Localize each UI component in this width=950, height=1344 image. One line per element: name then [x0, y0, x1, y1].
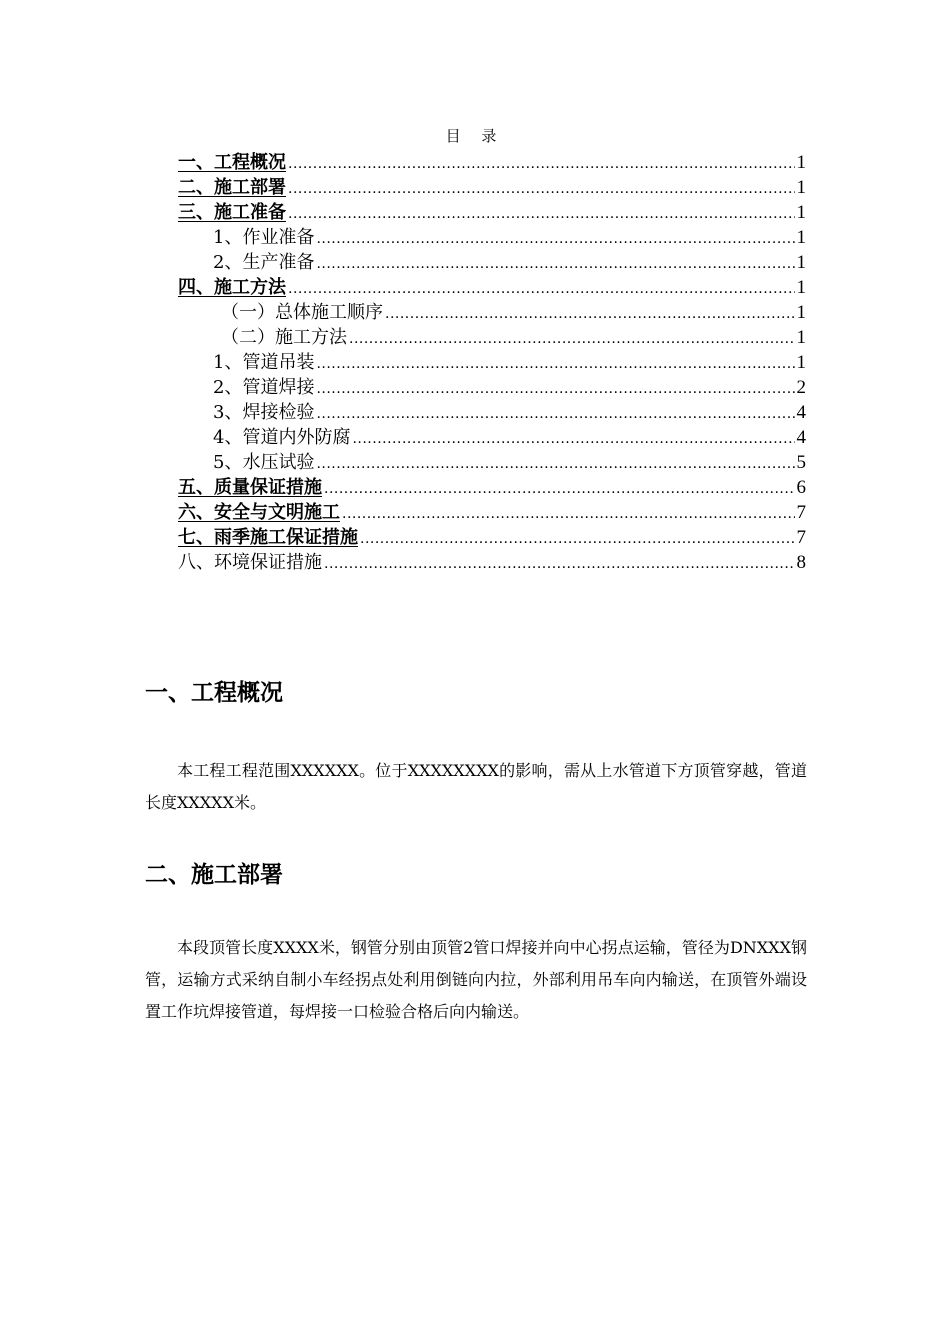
toc-leader-dots: [316, 252, 794, 277]
toc-item[interactable]: [178, 275, 806, 300]
toc-item-label: 1、管道吊装: [213, 352, 315, 373]
toc-item-page: 4: [796, 402, 806, 423]
toc-item-page: 1: [796, 327, 806, 348]
toc-item-label: 1、作业准备: [213, 227, 315, 248]
toc-leader-dots: [288, 152, 795, 177]
toc-leader-dots: [352, 427, 794, 452]
toc-item-page: 6: [796, 477, 806, 498]
toc-item-page: 7: [796, 502, 806, 523]
toc-leader-dots: [288, 202, 795, 227]
toc-item-label: 五、质量保证措施: [178, 477, 322, 498]
toc-item[interactable]: [178, 175, 806, 200]
toc-leader-dots: [360, 527, 795, 552]
toc-item-page: 2: [796, 377, 806, 398]
toc-item[interactable]: [178, 400, 806, 425]
toc-leader-dots: [316, 402, 794, 427]
toc-item-label: （一）总体施工顺序: [221, 302, 383, 323]
toc-leader-dots: [342, 502, 795, 527]
toc-item-label: 六、安全与文明施工: [178, 502, 340, 523]
toc-item-page: 5: [796, 452, 806, 473]
toc-leader-dots: [316, 452, 794, 477]
toc-item[interactable]: [178, 225, 806, 250]
toc-item-page: 1: [796, 177, 806, 198]
toc-leader-dots: [316, 227, 794, 252]
toc-item-label: （二）施工方法: [221, 327, 347, 348]
toc-item[interactable]: [178, 200, 806, 225]
toc-leader-dots: [288, 277, 795, 302]
toc-item-page: 1: [796, 227, 806, 248]
toc-item-label: 八、环境保证措施: [178, 552, 322, 573]
toc-item[interactable]: [178, 250, 806, 275]
toc-item[interactable]: [178, 325, 806, 350]
table-of-contents: [178, 150, 806, 575]
toc-item-page: 1: [796, 352, 806, 373]
toc-item-label: 二、施工部署: [178, 177, 286, 198]
toc-leader-dots: [324, 552, 795, 577]
toc-item-label: 2、生产准备: [213, 252, 315, 273]
toc-item[interactable]: [178, 450, 806, 475]
toc-item[interactable]: [178, 425, 806, 450]
toc-leader-dots: [316, 352, 794, 377]
toc-item-label: 4、管道内外防腐: [213, 427, 351, 448]
toc-item[interactable]: [178, 300, 806, 325]
toc-item[interactable]: [178, 350, 806, 375]
toc-item-page: 1: [796, 202, 806, 223]
toc-item[interactable]: [178, 525, 806, 550]
toc-item[interactable]: [178, 150, 806, 175]
toc-item-page: 1: [796, 277, 806, 298]
toc-item-page: 1: [796, 302, 806, 323]
toc-item[interactable]: [178, 500, 806, 525]
toc-item-page: 1: [796, 252, 806, 273]
toc-item-label: 5、水压试验: [213, 452, 315, 473]
toc-item-page: 8: [796, 552, 806, 573]
toc-leader-dots: [316, 377, 794, 402]
toc-item-label: 三、施工准备: [178, 202, 286, 223]
toc-leader-dots: [324, 477, 795, 502]
toc-item-label: 七、雨季施工保证措施: [178, 527, 358, 548]
toc-item[interactable]: [178, 475, 806, 500]
toc-item-page: 4: [796, 427, 806, 448]
toc-leader-dots: [385, 302, 795, 327]
toc-item-page: 1: [796, 152, 806, 173]
section-heading: 二、施工部署: [145, 862, 283, 888]
toc-item-label: 2、管道焊接: [213, 377, 315, 398]
section-paragraph: 本段顶管长度XXXX米，钢管分别由顶管2管口焊接并向中心拐点运输，管径为DNXXX钢管，运输方式采纳自制小车经拐点处利用倒链向内拉，外部利用吊车向内输送，在顶管外端设置工作坑焊接管道，每焊接一口检验合格后向内输送。: [145, 938, 807, 1021]
toc-item-page: 7: [796, 527, 806, 548]
toc-item-label: 一、工程概况: [178, 152, 286, 173]
toc-item-label: 四、施工方法: [178, 277, 286, 298]
toc-item[interactable]: [178, 550, 806, 575]
toc-leader-dots: [349, 327, 795, 352]
toc-item[interactable]: [178, 375, 806, 400]
toc-title: 目 录: [445, 127, 505, 145]
toc-item-label: 3、焊接检验: [213, 402, 315, 423]
section-heading: 一、工程概况: [145, 680, 283, 706]
toc-leader-dots: [288, 177, 795, 202]
section-paragraph: 本工程工程范围XXXXXX。位于XXXXXXXX的影响，需从上水管道下方顶管穿越，管道长度XXXXX米。: [145, 761, 807, 812]
